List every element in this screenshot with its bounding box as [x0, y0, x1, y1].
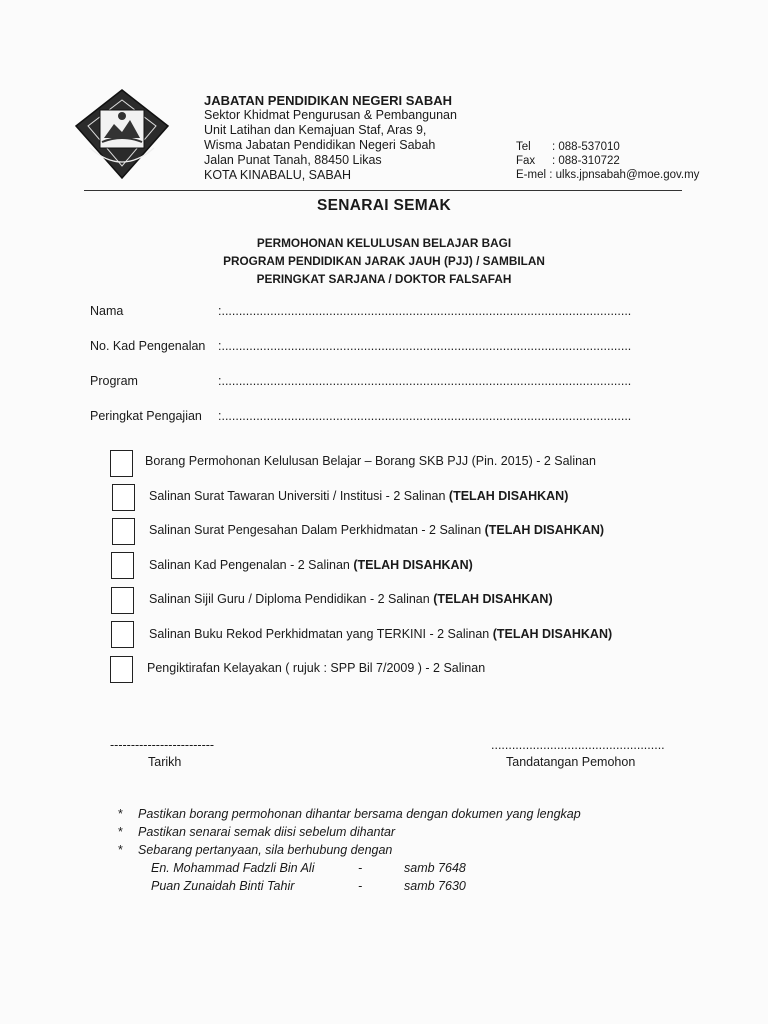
checklist-item	[149, 558, 473, 572]
checklist-text: Salinan Surat Tawaran Universiti / Institusi - 2 Salinan	[149, 489, 449, 503]
checklist-tag: (TELAH DISAHKAN)	[433, 592, 553, 606]
checklist-tag: (TELAH DISAHKAN)	[484, 523, 605, 537]
contact-ext: samb 7648	[404, 861, 466, 875]
subtitle-line: PERINGKAT SARJANA / DOKTOR FALSAFAH	[256, 272, 512, 286]
field-dotted-line[interactable]: :......................................................................................................................	[218, 409, 632, 423]
contact-dash: -	[358, 861, 363, 875]
checklist-text: Salinan Sijil Guru / Diploma Pendidikan - 2 Salinan	[149, 592, 434, 606]
tel-label: Tel	[516, 141, 531, 153]
checkbox[interactable]	[111, 587, 134, 614]
email-value: : ulks.jpnsabah@moe.gov.my	[549, 169, 700, 181]
note-item	[118, 841, 392, 859]
header-divider	[84, 190, 682, 191]
date-label: Tarikh	[148, 755, 182, 769]
checkbox[interactable]	[111, 552, 134, 579]
fax-value: : 088-310722	[552, 155, 620, 167]
signature-label: Tandatangan Pemohon	[506, 755, 636, 769]
field-kad-pengenalan[interactable]	[90, 339, 631, 353]
bullet-star: *	[118, 843, 123, 857]
contact-name: En. Mohammad Fadzli Bin Ali	[151, 861, 315, 875]
address-line: Sektor Khidmat Pengurusan & Pembangunan	[204, 108, 457, 122]
checkbox[interactable]	[110, 656, 133, 683]
date-line[interactable]: -------------------------	[110, 738, 215, 752]
address-line: Unit Latihan dan Kemajuan Staf, Aras 9,	[204, 123, 427, 137]
checklist-text: Salinan Buku Rekod Perkhidmatan yang TERKINI - 2 Salinan	[149, 627, 493, 641]
tel-value: : 088-537010	[552, 141, 620, 153]
checklist-item	[149, 627, 612, 641]
email-line	[516, 168, 699, 182]
bullet-star: *	[118, 807, 123, 821]
contact-name: Puan Zunaidah Binti Tahir	[151, 879, 295, 893]
checklist-tag: (TELAH DISAHKAN)	[492, 627, 613, 641]
checkbox[interactable]	[112, 518, 135, 545]
address-line: KOTA KINABALU, SABAH	[204, 168, 352, 182]
field-label: Program	[90, 374, 138, 388]
checklist-text: Salinan Kad Pengenalan - 2 Salinan	[149, 558, 354, 572]
address-line: Jalan Punat Tanah, 88450 Likas	[204, 153, 382, 167]
fax-line	[516, 154, 620, 168]
checklist-tag: (TELAH DISAHKAN)	[353, 558, 473, 572]
checkbox[interactable]	[112, 484, 135, 511]
field-peringkat-pengajian[interactable]	[90, 409, 631, 423]
field-program[interactable]	[90, 374, 631, 388]
field-label: Peringkat Pengajian	[90, 409, 202, 423]
checklist-item	[145, 454, 596, 468]
checklist-text: Salinan Surat Pengesahan Dalam Perkhidmatan - 2 Salinan	[149, 523, 485, 537]
checklist-item	[149, 523, 604, 537]
field-label: Nama	[90, 304, 124, 318]
checklist-item	[149, 489, 568, 503]
bullet-star: *	[118, 825, 123, 839]
note-item	[118, 805, 581, 823]
subtitle-line: PROGRAM PENDIDIKAN JARAK JAUH (PJJ) / SAMBILAN	[223, 254, 545, 268]
subtitle-line: PERMOHONAN KELULUSAN BELAJAR BAGI	[256, 236, 512, 250]
field-dotted-line[interactable]: :......................................................................................................................	[218, 339, 632, 353]
org-name: JABATAN PENDIDIKAN NEGERI SABAH	[204, 93, 452, 108]
address-line: Wisma Jabatan Pendidikan Negeri Sabah	[204, 138, 436, 152]
email-label: E-mel	[516, 169, 547, 181]
checklist-tag: (TELAH DISAHKAN)	[448, 489, 569, 503]
note-text: Pastikan senarai semak diisi sebelum dihantar	[138, 825, 396, 839]
document-title: SENARAI SEMAK	[317, 197, 451, 214]
checklist-text: Pengiktirafan Kelayakan ( rujuk : SPP Bil 7/2009 ) - 2 Salinan	[147, 661, 486, 675]
contact-dash: -	[358, 879, 363, 893]
checklist-item	[147, 661, 485, 675]
checkbox[interactable]	[111, 621, 134, 648]
field-label: No. Kad Pengenalan	[90, 339, 206, 353]
field-dotted-line[interactable]: :......................................................................................................................	[218, 374, 632, 388]
tel-line	[516, 140, 620, 154]
note-text: Pastikan borang permohonan dihantar bersama dengan dokumen yang lengkap	[138, 807, 581, 821]
note-item	[118, 823, 395, 841]
note-text: Sebarang pertanyaan, sila berhubung dengan	[138, 843, 393, 857]
checklist-item	[149, 592, 553, 606]
checkbox[interactable]	[110, 450, 133, 477]
checklist-text: Borang Permohonan Kelulusan Belajar – Borang SKB PJJ (Pin. 2015) - 2 Salinan	[145, 454, 596, 468]
field-dotted-line[interactable]: :......................................................................................................................	[218, 304, 632, 318]
contact-ext: samb 7630	[404, 879, 466, 893]
jpn-sabah-logo	[70, 86, 174, 182]
fax-label: Fax	[516, 155, 536, 167]
signature-line[interactable]: ..................................................	[491, 738, 665, 752]
field-nama[interactable]	[90, 304, 631, 318]
